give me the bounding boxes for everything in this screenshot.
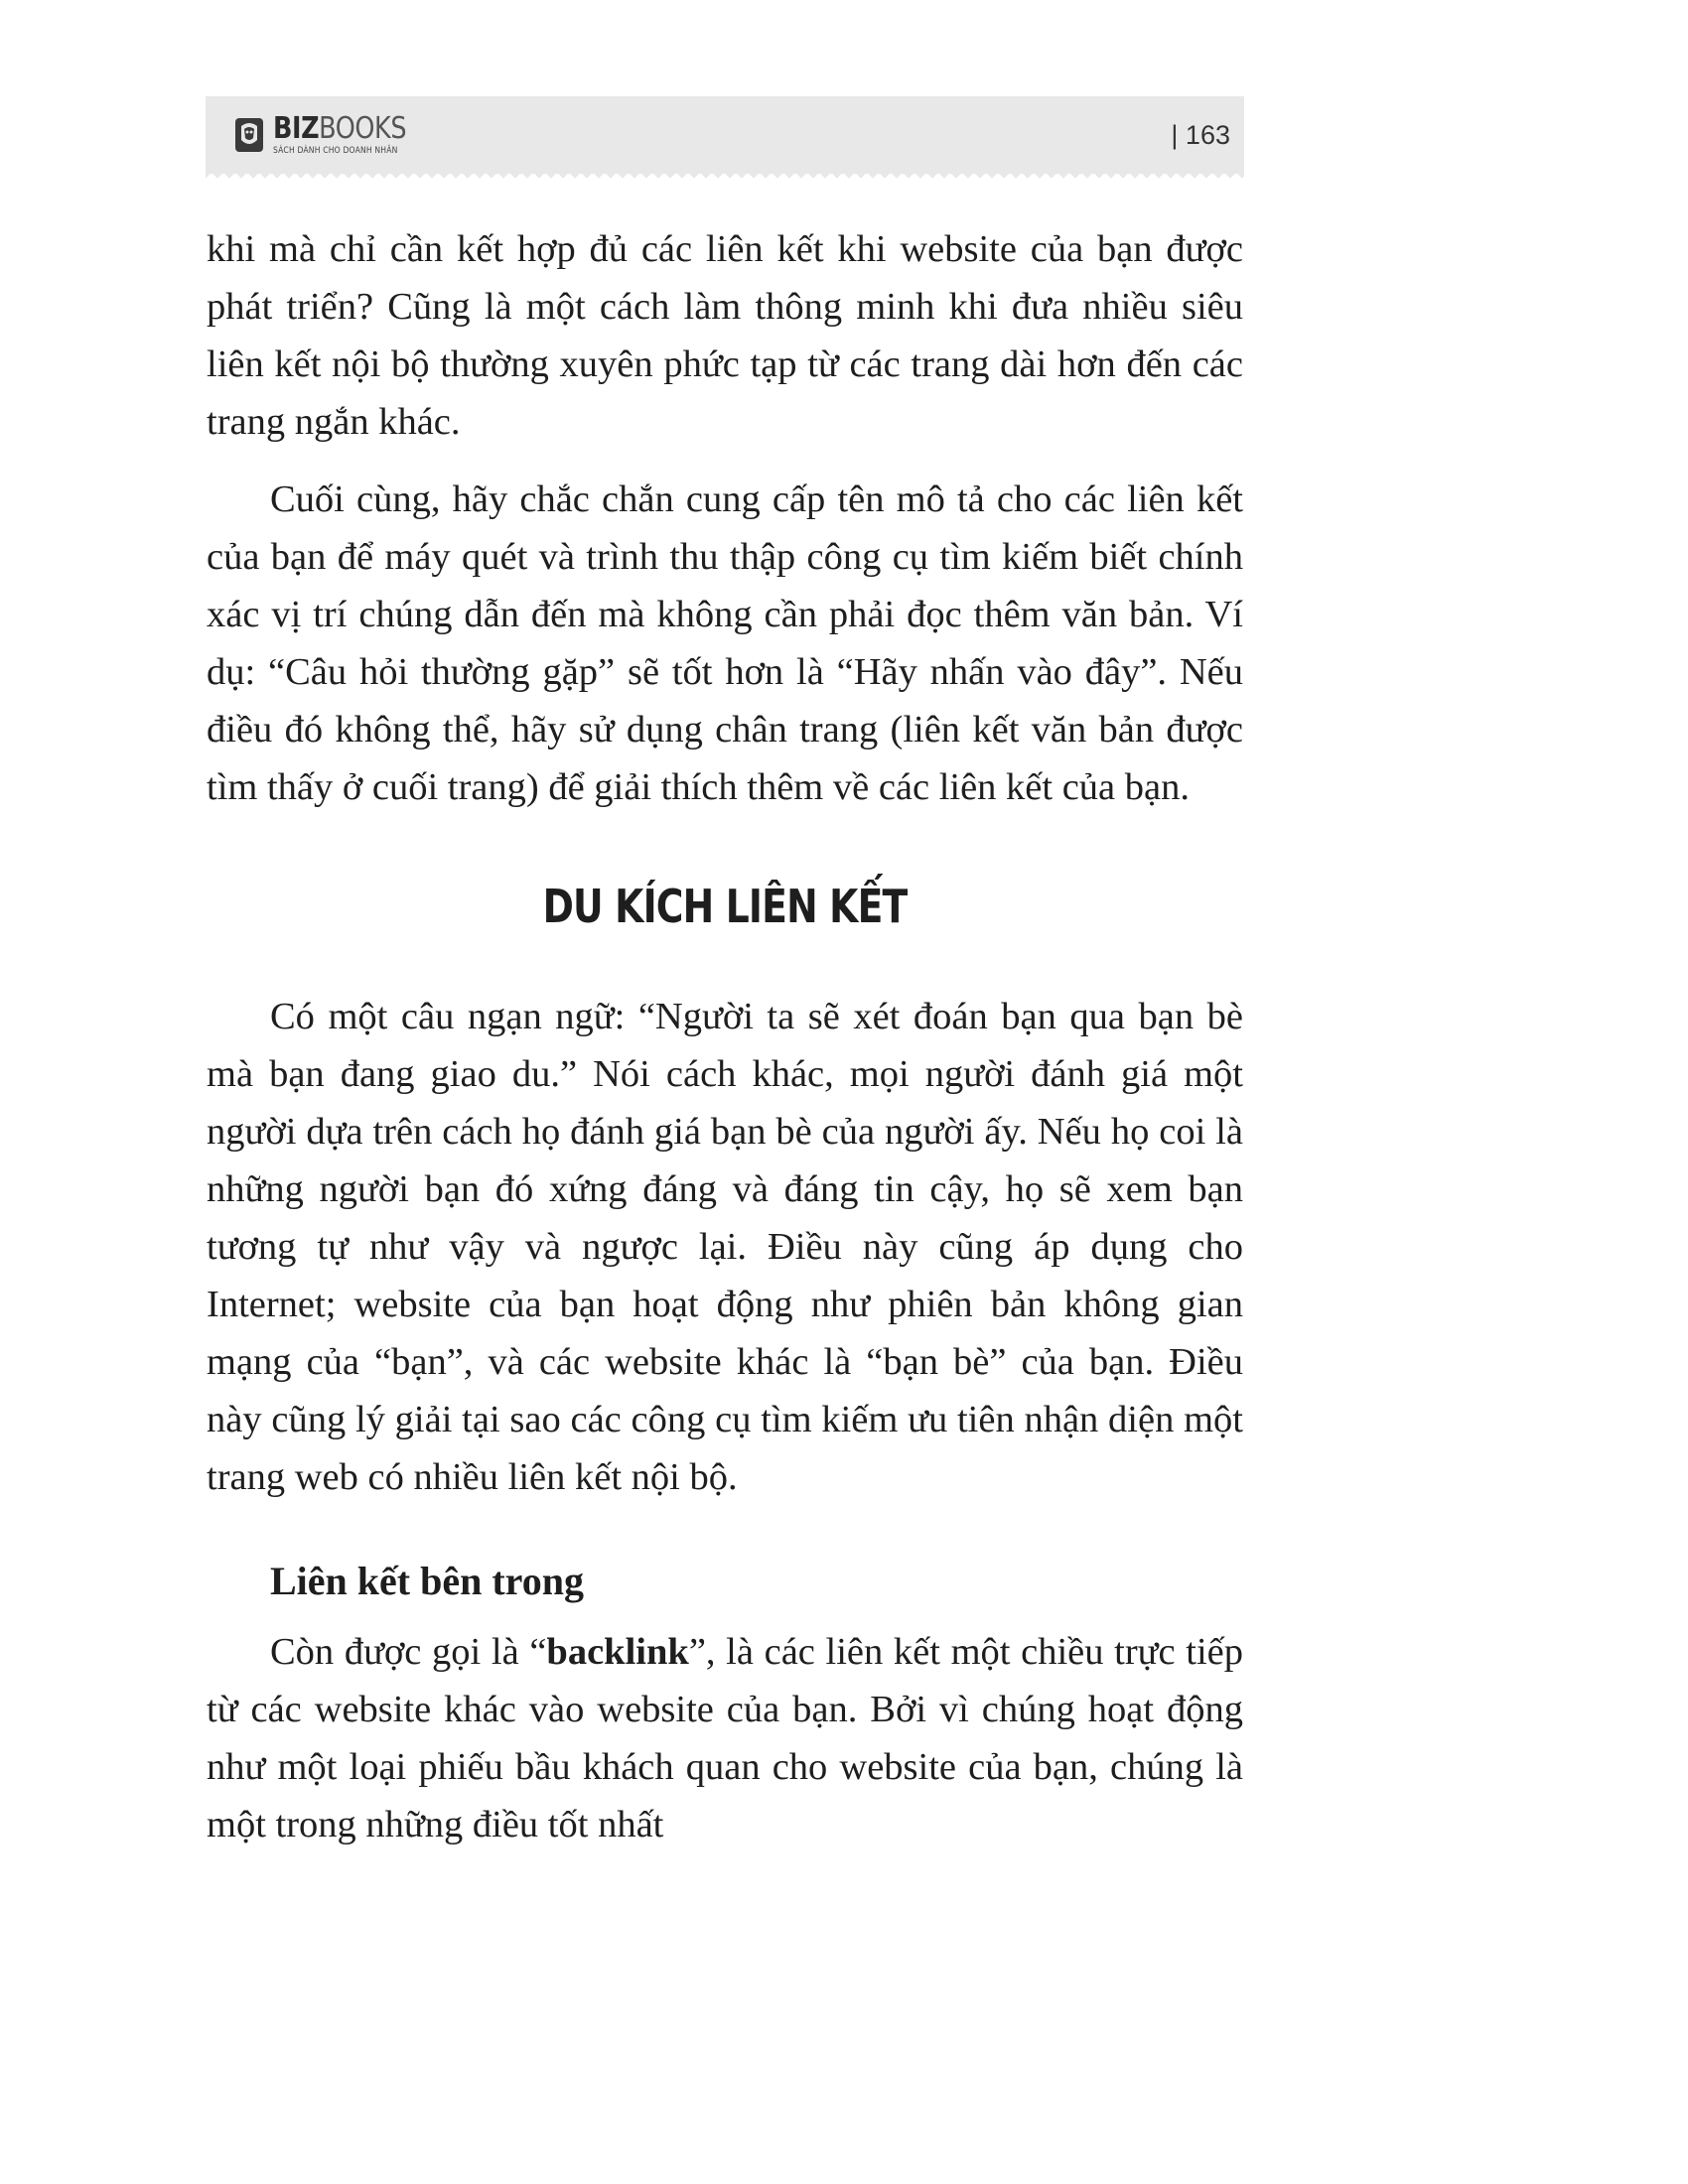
subheading: Liên kết bên trong: [270, 1559, 584, 1603]
paragraph-4: [207, 1623, 1243, 1853]
brand-tagline: SÁCH DÀNH CHO DOANH NHÂN: [273, 146, 398, 156]
lion-head-icon: [233, 114, 265, 156]
brand-light: BOOKS: [319, 111, 407, 146]
header-zigzag-edge: [206, 174, 1244, 182]
page-header: [206, 96, 1244, 174]
bizbooks-logo: [233, 111, 430, 160]
paragraph-1: khi mà chỉ cần kết hợp đủ các liên kết khi website của bạn được phát triển? Cũng là một cách làm thông minh khi đưa nhiều siêu liên kết nội bộ thường xuyên phức tạp từ các trang dài hơn đến các trang ngắn khác.: [207, 228, 1243, 443]
brand-name: [273, 111, 407, 146]
page-number: | 163: [1171, 120, 1230, 150]
paragraph-4-rest: ”, là các liên kết một chiều trực tiếp từ các website khác vào website của bạn. Bởi vì chúng hoạt động như một loại phiếu bầu khách quan cho website của bạn, chúng là một trong những điều tốt nhất: [207, 1631, 1244, 1845]
paragraph-3: Có một câu ngạn ngữ: “Người ta sẽ xét đoán bạn qua bạn bè mà bạn đang giao du.” Nói cách khác, mọi người đánh giá một người dựa trên cách họ đánh giá bạn bè của người ấy. Nếu họ coi là những người bạn đó xứng đáng và đáng tin cậy, họ sẽ xem bạn tương tự như vậy và ngược lại. Điều này cũng áp dụng cho Internet; website của bạn hoạt động như phiên bản không gian mạng của “bạn”, và các website khác là “bạn bè” của bạn. Điều này cũng lý giải tại sao các công cụ tìm kiếm ưu tiên nhận diện một trang web có nhiều liên kết nội bộ.: [207, 996, 1243, 1498]
keyword-backlink: backlink: [546, 1631, 689, 1673]
paragraph-2: Cuối cùng, hãy chắc chắn cung cấp tên mô tả cho các liên kết của bạn để máy quét và trình thu thập công cụ tìm kiếm biết chính xác vị trí chúng dẫn đến mà không cần phải đọc thêm văn bản. Ví dụ: “Câu hỏi thường gặp” sẽ tốt hơn là “Hãy nhấn vào đây”. Nếu điều đó không thể, hãy sử dụng chân trang (liên kết văn bản được tìm thấy ở cuối trang) để giải thích thêm về các liên kết của bạn.: [207, 478, 1243, 808]
paragraph-4-start: Còn được gọi là “: [270, 1631, 547, 1673]
page-body: [207, 220, 1243, 1853]
brand-bold: BIZ: [273, 111, 320, 146]
section-heading: DU KÍCH LIÊN KẾT: [542, 880, 908, 933]
